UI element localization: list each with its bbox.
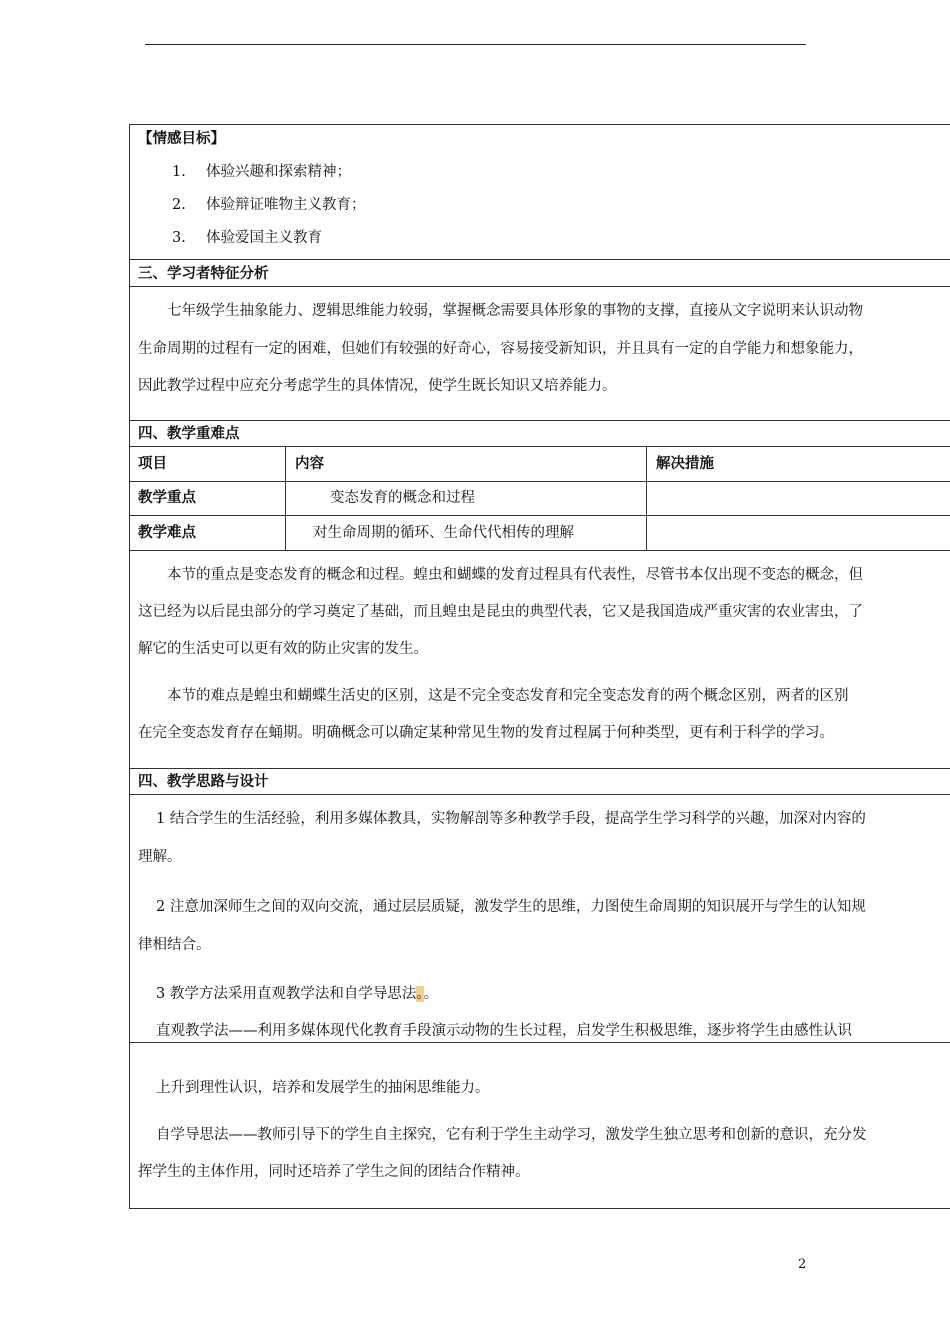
- lesson-plan-table: [129, 124, 950, 1209]
- column-header-item: 项目: [138, 456, 167, 472]
- difficulty-content: 对生命周期的循环、生命代代相传的理解: [313, 525, 574, 541]
- row-divider: [130, 768, 950, 769]
- learner-analysis-heading: 三、学习者特征分析: [138, 266, 269, 282]
- design-item-3: [156, 978, 950, 1010]
- column-header-measure: 解决措施: [656, 456, 714, 472]
- key-point-content: 变态发育的概念和过程: [330, 490, 475, 506]
- row-divider: [130, 259, 950, 260]
- row-divider: [130, 286, 950, 287]
- self-study-method: 自学导思法——教师引导下的学生自主探究，它有利于学生主动学习，激发学生独立思考和创新的意识，充分发: [156, 1127, 867, 1143]
- row-divider: [130, 1042, 950, 1043]
- goal-num: 2.: [172, 197, 186, 213]
- row-divider: [130, 420, 950, 421]
- self-study-method-cont: 挥学生的主体作用，同时还培养了学生之间的团结合作精神。: [138, 1164, 530, 1180]
- learner-analysis-line: 因此教学过程中应充分考虑学生的具体情况，使学生既长知识又培养能力。: [138, 378, 617, 394]
- design-item-1: 1 结合学生的生活经验，利用多媒体教具，实物解剖等多种教学手段，提高学生学习科学的兴趣，加深对内容的: [156, 811, 866, 827]
- key-points-paragraph: 本节的重点是变态发育的概念和过程。蝗虫和蝴蝶的发育过程具有代表性，尽管书本仅出现不变态的概念，但: [167, 567, 863, 583]
- goal-text: 体验辩证唯物主义教育；: [206, 197, 366, 213]
- column-divider: [646, 446, 647, 550]
- design-item-2-cont: 律相结合。: [138, 937, 211, 953]
- column-header-content: 内容: [295, 456, 324, 472]
- key-points-heading: 四、教学重难点: [138, 426, 240, 442]
- header-rule: [145, 44, 806, 45]
- row-divider: [130, 515, 950, 516]
- key-point-label: 教学重点: [138, 490, 196, 506]
- page-number: 2: [798, 1257, 807, 1272]
- difficulty-paragraph: 本节的难点是蝗虫和蝴蝶生活史的区别，这是不完全变态发育和完全变态发育的两个概念区别，两者的区别: [167, 688, 849, 704]
- goal-num: 3.: [172, 230, 186, 246]
- design-item-3-text: 3 教学方法采用直观教学法和自学导思法: [156, 986, 417, 1002]
- row-divider: [130, 550, 950, 551]
- goal-num: 1.: [172, 164, 186, 180]
- design-heading: 四、教学思路与设计: [138, 774, 269, 790]
- goal-text: 体验兴趣和探索精神；: [206, 164, 351, 180]
- design-item-1-cont: 理解。: [138, 849, 182, 865]
- difficulty-paragraph: 在完全变态发育存在蛹期。明确概念可以确定某种常见生物的发育过程属于何种类型，更有利于科学的学习。: [138, 725, 834, 741]
- emotion-goals-title: 【情感目标】: [138, 131, 225, 147]
- key-points-paragraph: 这已经为以后昆虫部分的学习奠定了基础，而且蝗虫是昆虫的典型代表，它又是我国造成严重灾害的农业害虫，了: [138, 604, 863, 620]
- goal-text: 体验爱国主义教育: [206, 230, 322, 246]
- highlight-mark: 。: [416, 986, 424, 1002]
- difficulty-label: 教学难点: [138, 525, 196, 541]
- row-divider: [130, 794, 950, 795]
- key-points-paragraph: 解它的生活史可以更有效的防止灾害的发生。: [138, 641, 428, 657]
- row-divider: [130, 481, 950, 482]
- learner-analysis-line: 七年级学生抽象能力、逻辑思维能力较弱，掌握概念需要具体形象的事物的支撑，直接从文字说明来认识动物: [167, 303, 863, 319]
- column-divider: [285, 446, 286, 550]
- learner-analysis-line: 生命周期的过程有一定的困难，但她们有较强的好奇心，容易接受新知识，并且具有一定的自学能力和想象能力，: [138, 341, 863, 357]
- design-item-3-end: 。: [423, 986, 439, 1002]
- direct-teaching-method: 直观教学法——利用多媒体现代化教育手段演示动物的生长过程，启发学生积极思维，逐步将学生由感性认识: [156, 1023, 852, 1039]
- row-divider: [130, 446, 950, 447]
- direct-teaching-cont: 上升到理性认识，培养和发展学生的抽闲思维能力。: [156, 1080, 490, 1096]
- design-item-2: 2 注意加深师生之间的双向交流，通过层层质疑，激发学生的思维，力图使生命周期的知识展开与学生的认知规: [156, 899, 866, 915]
